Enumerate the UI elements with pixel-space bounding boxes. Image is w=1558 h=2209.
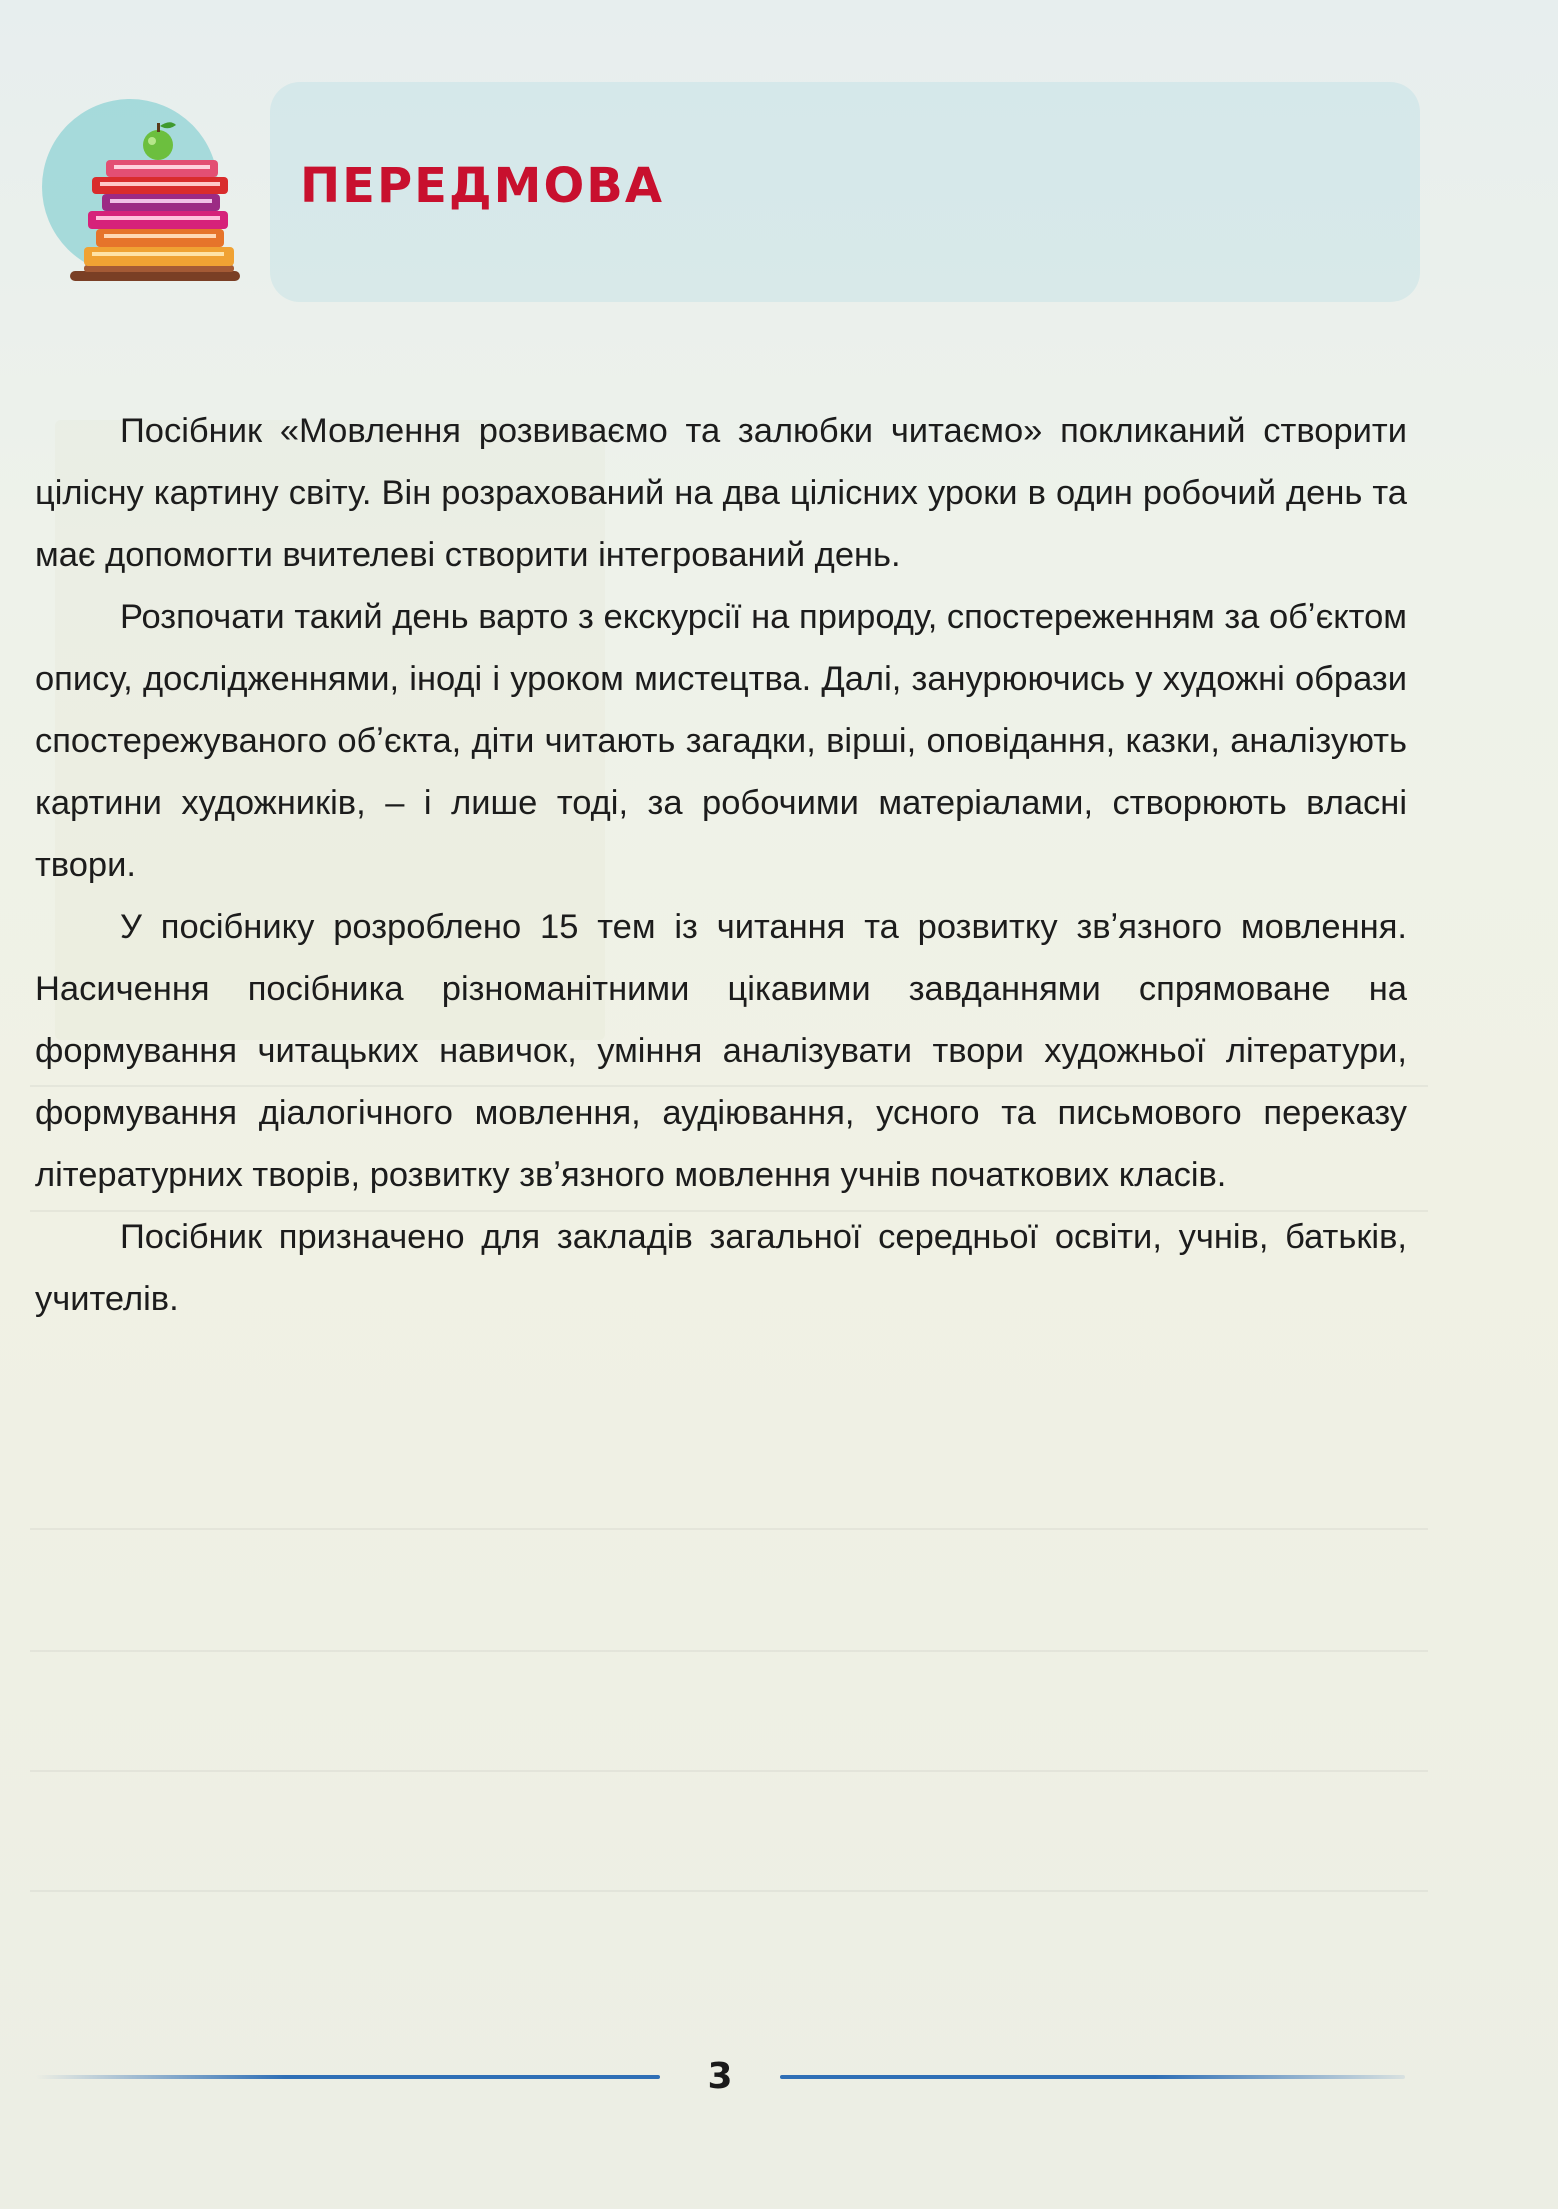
show-through-line: [30, 1528, 1428, 1530]
footer-rule-left: [35, 2075, 660, 2079]
preface-text: [35, 400, 1407, 1330]
show-through-line: [30, 1650, 1428, 1652]
paragraph: У посібнику розроблено 15 тем із читання та розвитку звʼязного мовлення. Насичення посібника різноманітними цікавими завданнями спрямоване на формування читацьких навичок, уміння аналізувати твори художньої літератури, формування діалогічного мовлення, аудіювання, усного та письмового переказу літературних творів, розвитку звʼязного мовлення учнів початкових класів.: [35, 908, 1407, 1194]
show-through-line: [30, 1890, 1428, 1892]
paragraph: Посібник «Мовлення розвиваємо та залюбки читаємо» покликаний створити цілісну картину світу. Він розрахований на два цілісних уроки в один робочий день та має допомогти вчителеві створити інтегрований день.: [35, 412, 1407, 574]
show-through-line: [30, 1770, 1428, 1772]
books-apple-icon: [40, 95, 270, 295]
footer-rule-right: [780, 2075, 1405, 2079]
paragraph: Посібник призначено для закладів загальної середньої освіти, учнів, батьків, учителів.: [35, 1218, 1407, 1318]
paragraph: Розпочати такий день варто з екскурсії на природу, спостереженням за обʼєктом опису, дослідженнями, іноді і уроком мистецтва. Далі, занурюючись у художні образи спостережуваного обʼєкта, діти читають загадки, вірші, оповідання, казки, аналізують картини художників, – і лише тоді, за робочими матеріалами, створюють власні твори.: [35, 598, 1407, 884]
page-title: ПЕРЕДМОВА: [300, 158, 664, 214]
page-number: 3: [707, 2056, 733, 2097]
